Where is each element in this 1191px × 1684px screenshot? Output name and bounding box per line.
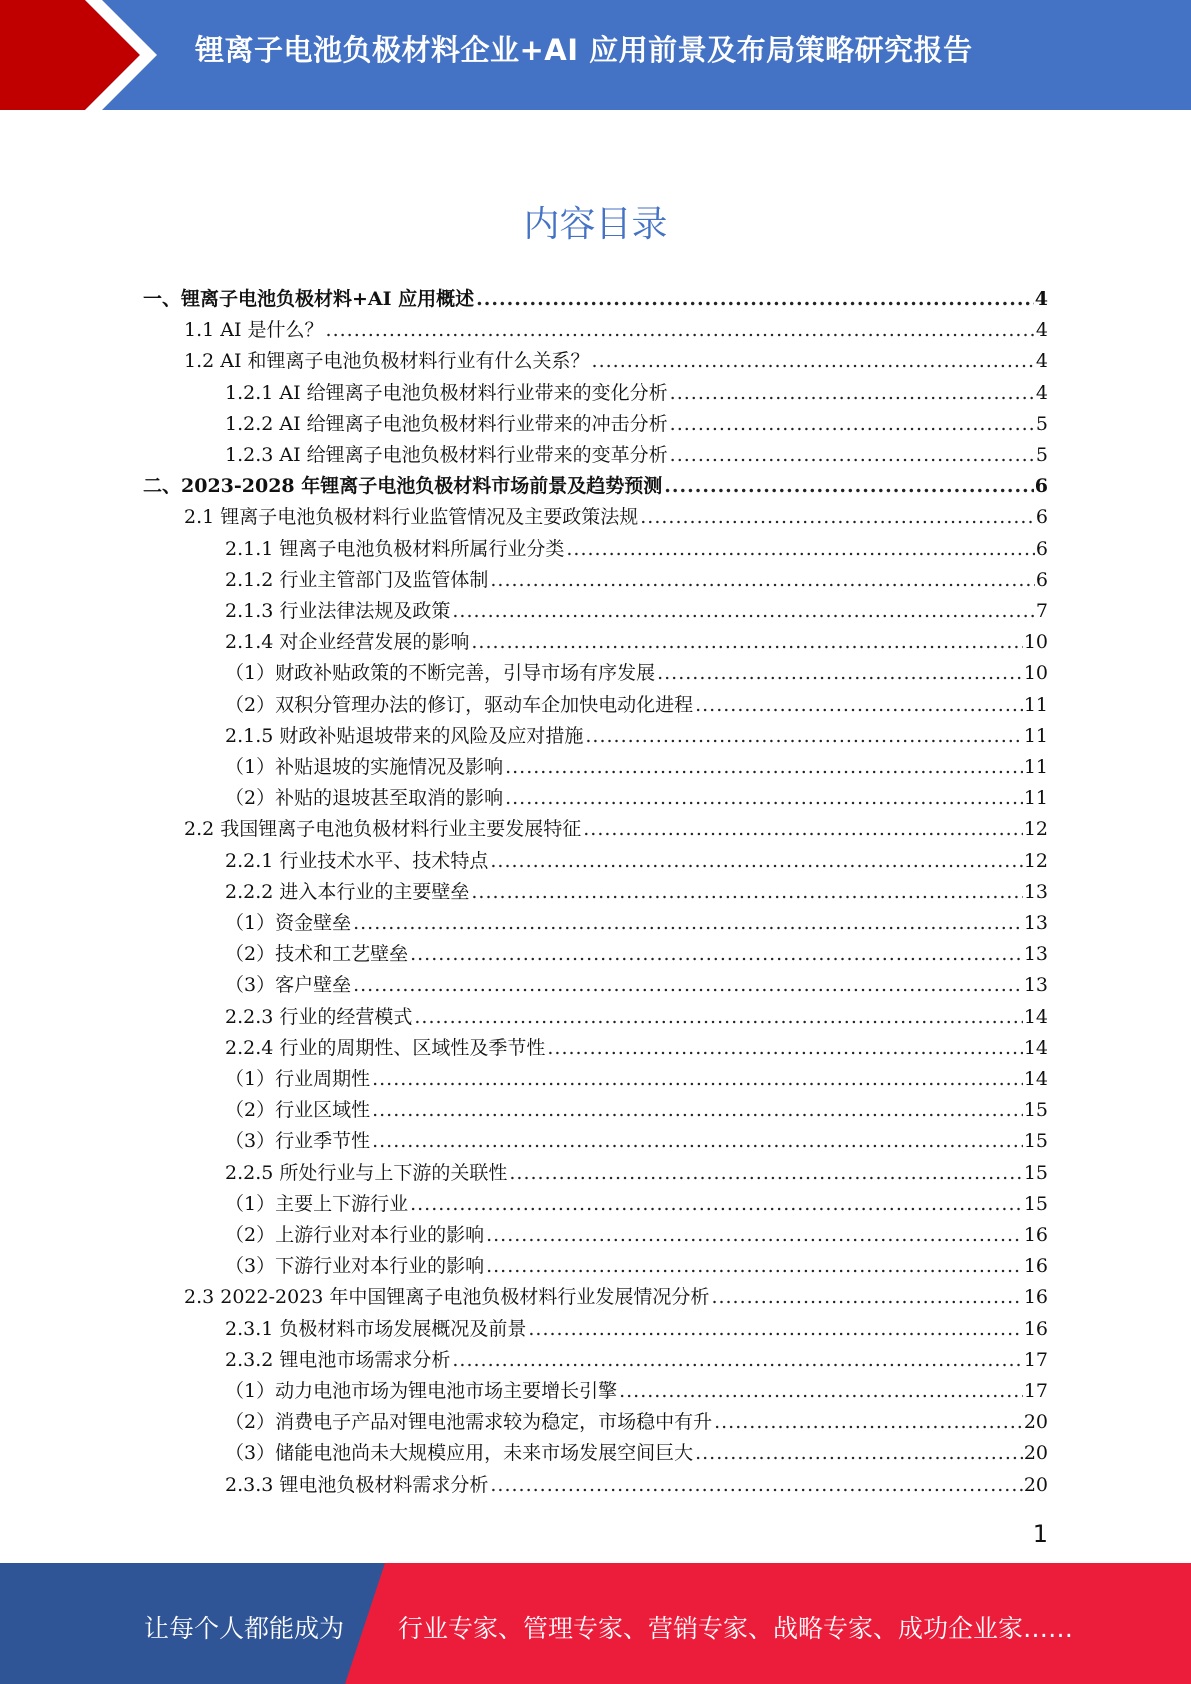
- toc-leader-dots: [452, 1345, 1022, 1376]
- toc-leader-dots: [714, 1407, 1023, 1438]
- toc-entry[interactable]: [225, 1189, 1048, 1220]
- toc-entry[interactable]: [225, 1064, 1048, 1095]
- toc-leader-dots: [670, 440, 1035, 471]
- toc-entry[interactable]: [225, 1251, 1048, 1282]
- toc-entry[interactable]: [225, 1376, 1048, 1407]
- toc-entry[interactable]: [225, 1314, 1048, 1345]
- toc-leader-dots: [640, 502, 1035, 533]
- page-footer: [0, 1563, 1191, 1684]
- toc-entry[interactable]: [225, 534, 1048, 565]
- toc-entry-page: 10: [1023, 631, 1048, 654]
- toc-entry[interactable]: [225, 409, 1048, 440]
- toc-entry[interactable]: [225, 1158, 1048, 1189]
- toc-entry[interactable]: [225, 1345, 1048, 1376]
- toc-entry[interactable]: [225, 1033, 1048, 1064]
- toc-entry[interactable]: [225, 378, 1048, 409]
- toc-entry-title: 1.2.1 AI 给锂离子电池负极材料行业带来的变化分析: [225, 381, 668, 404]
- toc-entry-title: （2）技术和工艺壁垒: [225, 943, 409, 966]
- toc-entry[interactable]: [225, 939, 1048, 970]
- toc-title: 内容目录: [523, 204, 668, 245]
- toc-leader-dots: [711, 1282, 1022, 1313]
- toc-entry-title: 2.2.3 行业的经营模式: [225, 1005, 413, 1028]
- toc-leader-dots: [490, 846, 1022, 877]
- toc-entry-title: （3）行业季节性: [225, 1130, 371, 1153]
- toc-entry-page: 5: [1035, 444, 1048, 466]
- toc-leader-dots: [528, 1314, 1022, 1345]
- toc-entry-page: 17: [1023, 1348, 1048, 1371]
- toc-entry-page: 15: [1023, 1130, 1048, 1153]
- toc-entry[interactable]: [225, 690, 1048, 721]
- toc-entry-page: 4: [1034, 288, 1048, 310]
- toc-leader-dots: [490, 1470, 1022, 1501]
- toc-leader-dots: [664, 471, 1034, 502]
- toc-entry-title: 2.1.4 对企业经营发展的影响: [225, 631, 470, 654]
- footer-slogan-left: 让每个人都能成为: [144, 1614, 345, 1643]
- toc-leader-dots: [414, 1002, 1022, 1033]
- toc-entry-title: （1）主要上下游行业: [225, 1192, 409, 1215]
- toc-leader-dots: [486, 1251, 1023, 1282]
- toc-leader-dots: [670, 409, 1035, 440]
- toc-entry-page: 10: [1023, 662, 1048, 685]
- toc-entry-page: 4: [1035, 350, 1048, 373]
- toc-entry-title: 1.2.3 AI 给锂离子电池负极材料行业带来的变革分析: [225, 444, 668, 466]
- toc-entry-page: 11: [1023, 724, 1048, 747]
- toc-entry[interactable]: [225, 1438, 1048, 1469]
- toc-entry-title: （3）储能电池尚未大规模应用，未来市场发展空间巨大: [225, 1442, 694, 1465]
- toc-entry-title: 1.2 AI 和锂离子电池负极材料行业有什么关系？: [184, 350, 590, 373]
- toc-entry-page: 4: [1035, 381, 1048, 404]
- toc-leader-dots: [592, 346, 1035, 377]
- toc-entry-title: 2.1.5 财政补贴退坡带来的风险及应对措施: [225, 724, 584, 747]
- toc-leader-dots: [410, 939, 1023, 970]
- toc-entry-title: 2.1.3 行业法律法规及政策: [225, 600, 451, 622]
- toc-entry-page: 15: [1023, 1192, 1048, 1215]
- toc-entry-page: 12: [1023, 849, 1048, 872]
- toc-entry-page: 6: [1035, 568, 1048, 591]
- toc-entry-title: （3）客户壁垒: [225, 974, 352, 997]
- toc-leader-dots: [372, 1126, 1023, 1157]
- toc-leader-dots: [585, 721, 1022, 752]
- toc-leader-dots: [509, 1158, 1022, 1189]
- toc-entry-page: 11: [1023, 787, 1048, 810]
- toc-entry[interactable]: [184, 502, 1048, 533]
- toc-entry-title: 一、锂离子电池负极材料+AI 应用概述: [143, 288, 475, 310]
- toc-entry-page: 15: [1023, 1161, 1048, 1184]
- toc-entry[interactable]: [225, 970, 1048, 1001]
- toc-leader-dots: [452, 596, 1035, 627]
- page-number: 1: [1032, 1520, 1048, 1548]
- toc-entry-page: 15: [1023, 1099, 1048, 1122]
- toc-entry-page: 11: [1023, 756, 1048, 778]
- toc-leader-dots: [619, 1376, 1023, 1407]
- toc-entry[interactable]: [225, 721, 1048, 752]
- toc-entry-title: （1）补贴退坡的实施情况及影响: [225, 756, 504, 778]
- toc-entry[interactable]: [225, 596, 1048, 627]
- toc-entry-title: （1）资金壁垒: [225, 912, 352, 934]
- toc-entry-page: 13: [1023, 943, 1048, 966]
- toc-entry-page: 4: [1035, 319, 1048, 342]
- toc-entry-page: 20: [1023, 1473, 1048, 1496]
- toc-entry[interactable]: [184, 315, 1048, 346]
- toc-entry-page: 17: [1023, 1380, 1048, 1402]
- toc-entry-page: 11: [1023, 693, 1048, 716]
- toc-entry-title: （1）行业周期性: [225, 1068, 371, 1090]
- toc-entry-page: 13: [1023, 912, 1048, 934]
- toc-leader-dots: [505, 783, 1023, 814]
- toc-entry-title: （2）补贴的退坡甚至取消的影响: [225, 787, 504, 810]
- toc-entry-page: 13: [1023, 974, 1048, 997]
- toc-leader-dots: [657, 658, 1023, 689]
- toc-entry-title: 2.3.3 锂电池负极材料需求分析: [225, 1473, 489, 1496]
- toc-entry-title: 2.3 2022-2023 年中国锂离子电池负极材料行业发展情况分析: [184, 1286, 710, 1309]
- toc-entry-page: 20: [1023, 1411, 1048, 1434]
- toc-entry-page: 5: [1035, 412, 1048, 435]
- toc-entry-title: 1.1 AI 是什么？: [184, 319, 324, 342]
- toc-entry-title: 2.1.2 行业主管部门及监管体制: [225, 568, 489, 591]
- toc-entry-title: 2.3.2 锂电池市场需求分析: [225, 1348, 451, 1371]
- toc-entry-title: 2.1.1 锂离子电池负极材料所属行业分类: [225, 537, 565, 560]
- toc-entry-page: 12: [1023, 818, 1048, 841]
- toc-entry-title: 2.1 锂离子电池负极材料行业监管情况及主要政策法规: [184, 506, 639, 529]
- toc-entry-title: （2）行业区域性: [225, 1099, 371, 1122]
- toc-entry-page: 14: [1023, 1068, 1048, 1090]
- toc-leader-dots: [372, 1064, 1023, 1095]
- toc-entry[interactable]: [225, 627, 1048, 658]
- toc-leader-dots: [670, 378, 1035, 409]
- toc-leader-dots: [353, 970, 1023, 1001]
- toc-entry[interactable]: [225, 1126, 1048, 1157]
- toc-leader-dots: [410, 1189, 1023, 1220]
- toc-leader-dots: [476, 284, 1034, 315]
- toc-entry[interactable]: [184, 814, 1048, 845]
- toc-entry-title: （3）下游行业对本行业的影响: [225, 1255, 485, 1278]
- toc-entry-page: 20: [1023, 1442, 1048, 1465]
- toc-entry-page: 6: [1035, 506, 1048, 529]
- toc-entry[interactable]: [143, 471, 1048, 502]
- toc-leader-dots: [490, 565, 1035, 596]
- toc-entry-title: （1）财政补贴政策的不断完善，引导市场有序发展: [225, 662, 656, 685]
- toc-entry[interactable]: [225, 783, 1048, 814]
- toc-entry[interactable]: [225, 565, 1048, 596]
- toc-entry-title: 2.2.1 行业技术水平、技术特点: [225, 849, 489, 872]
- toc-entry[interactable]: [225, 440, 1048, 471]
- toc-entry[interactable]: [225, 846, 1048, 877]
- toc-entry[interactable]: [225, 877, 1048, 908]
- toc-entry-page: 6: [1035, 537, 1048, 560]
- toc-leader-dots: [695, 1438, 1023, 1469]
- toc-entry[interactable]: [225, 908, 1048, 939]
- toc-entry-title: 2.2.4 行业的周期性、区域性及季节性: [225, 1036, 546, 1059]
- toc-entry[interactable]: [225, 1407, 1048, 1438]
- toc-leader-dots: [471, 627, 1022, 658]
- toc-entry[interactable]: [225, 1095, 1048, 1126]
- toc-entry-title: 2.2.5 所处行业与上下游的关联性: [225, 1161, 508, 1184]
- footer-slogan-right: 行业专家、管理专家、营销专家、战略专家、成功企业家……: [398, 1614, 1074, 1643]
- toc-leader-dots: [695, 690, 1023, 721]
- header-title: 锂离子电池负极材料企业+AI 应用前景及布局策略研究报告: [195, 33, 973, 67]
- toc-entry[interactable]: [225, 1002, 1048, 1033]
- toc-entry-page: 16: [1023, 1255, 1048, 1278]
- toc-entry[interactable]: [143, 284, 1048, 315]
- toc-entry[interactable]: [225, 1470, 1048, 1501]
- toc-entry-title: 2.2.2 进入本行业的主要壁垒: [225, 880, 470, 903]
- toc-leader-dots: [353, 908, 1023, 939]
- toc-entry-title: （2）上游行业对本行业的影响: [225, 1224, 485, 1246]
- toc-entry-title: （2）消费电子产品对锂电池需求较为稳定，市场稳中有升: [225, 1411, 713, 1434]
- toc-entry-page: 7: [1035, 600, 1048, 622]
- toc-entry-page: 16: [1023, 1317, 1048, 1340]
- toc-leader-dots: [566, 534, 1035, 565]
- toc-entry[interactable]: [184, 1282, 1048, 1313]
- toc-entry[interactable]: [225, 658, 1048, 689]
- toc-leader-dots: [547, 1033, 1022, 1064]
- toc-leader-dots: [486, 1220, 1023, 1251]
- toc-entry-page: 16: [1023, 1286, 1048, 1309]
- toc-entry-title: 二、2023-2028 年锂离子电池负极材料市场前景及趋势预测: [143, 475, 663, 498]
- toc-entry-title: 1.2.2 AI 给锂离子电池负极材料行业带来的冲击分析: [225, 412, 668, 435]
- toc-entry[interactable]: [225, 752, 1048, 783]
- toc-leader-dots: [471, 877, 1022, 908]
- toc-entry-page: 16: [1023, 1224, 1048, 1246]
- toc-leader-dots: [583, 814, 1023, 845]
- toc-entry-page: 14: [1023, 1036, 1048, 1059]
- toc-entry-title: 2.3.1 负极材料市场发展概况及前景: [225, 1317, 527, 1340]
- toc-entry[interactable]: [184, 346, 1048, 377]
- toc-entry[interactable]: [225, 1220, 1048, 1251]
- toc-leader-dots: [505, 752, 1023, 783]
- toc-entry-page: 13: [1023, 880, 1048, 903]
- toc-entry-page: 6: [1034, 475, 1048, 498]
- toc-entry-title: （1）动力电池市场为锂电池市场主要增长引擎: [225, 1380, 618, 1402]
- toc-entry-title: 2.2 我国锂离子电池负极材料行业主要发展特征: [184, 818, 582, 841]
- toc-leader-dots: [326, 315, 1035, 346]
- toc-leader-dots: [372, 1095, 1023, 1126]
- page-header: [0, 0, 1191, 110]
- toc-entry-page: 14: [1023, 1005, 1048, 1028]
- toc-entry-title: （2）双积分管理办法的修订，驱动车企加快电动化进程: [225, 693, 694, 716]
